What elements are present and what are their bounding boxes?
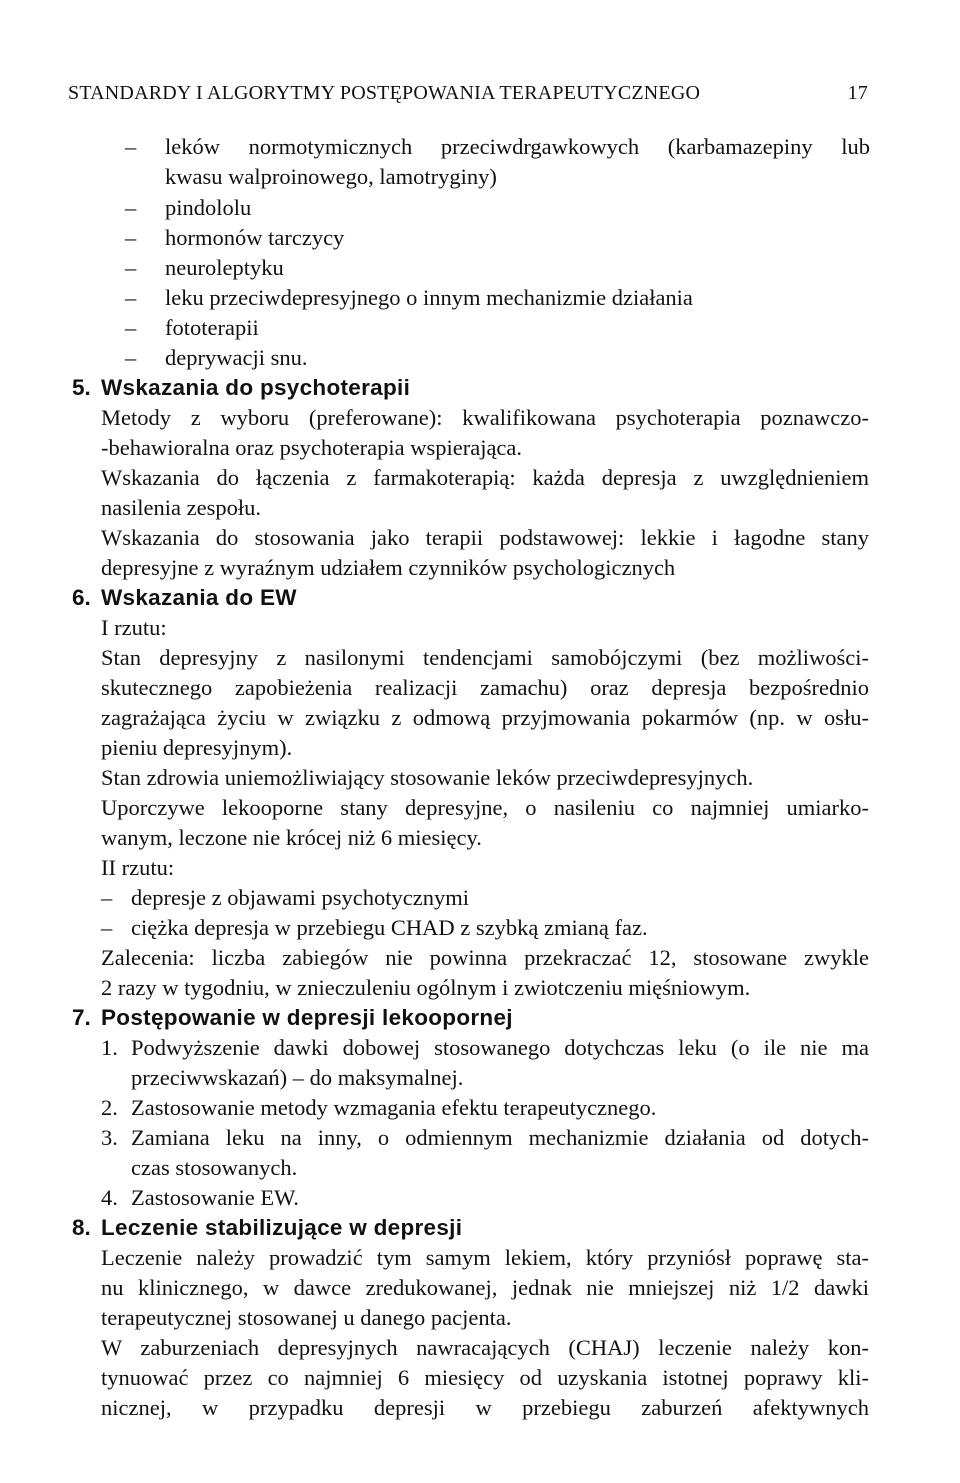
list-item: fototerapii xyxy=(165,315,259,340)
section-heading: Postępowanie w depresji lekoopornej xyxy=(101,1005,513,1030)
section-heading: Wskazania do EW xyxy=(101,585,297,610)
list-item: Zastosowanie metody wzmagania efektu terapeutycznego. xyxy=(131,1095,657,1120)
list-item: deprywacji snu. xyxy=(165,345,308,370)
body-line: Uporczywe lekooporne stany depresyjne, o nasileniu co najmniej umiarko- xyxy=(101,795,869,820)
body-line: nasilenia zespołu. xyxy=(101,495,261,520)
list-dash: – xyxy=(125,285,137,310)
item-number: 4. xyxy=(101,1185,118,1210)
running-header xyxy=(68,82,868,114)
list-dash: – xyxy=(125,195,137,220)
list-item: leku przeciwdepresyjnego o innym mechanizmie działania xyxy=(165,285,693,310)
header-title: STANDARDY I ALGORYTMY POSTĘPOWANIA TERAPEUTYCZNEGO xyxy=(68,82,701,104)
section-number: 6. xyxy=(72,585,91,610)
body-line: W zaburzeniach depresyjnych nawracających (CHAJ) leczenie należy kon- xyxy=(101,1335,869,1360)
body-line: nicznej, w przypadku depresji w przebiegu zaburzeń afektywnych xyxy=(101,1395,869,1420)
list-item-cont: czas stosowanych. xyxy=(131,1155,298,1180)
list-item: pindololu xyxy=(165,195,252,220)
list-item: Podwyższenie dawki dobowej stosowanego dotychczas leku (o ile nie ma xyxy=(131,1035,869,1060)
body-line: tynuować przez co najmniej 6 miesięcy od uzyskania istotnej poprawy kli- xyxy=(101,1365,869,1390)
list-dash: – xyxy=(125,345,137,370)
list-item: Zamiana leku na inny, o odmiennym mechanizmie działania od dotych- xyxy=(131,1125,869,1150)
body-line: -behawioralna oraz psychoterapia wspierająca. xyxy=(101,435,523,460)
list-item: neuroleptyku xyxy=(165,255,284,280)
list-item-cont: kwasu walproinowego, lamotryginy) xyxy=(165,164,497,189)
list-item: ciężka depresja w przebiegu CHAD z szybką zmianą faz. xyxy=(131,915,648,940)
list-item: leków normotymicznych przeciwdrgawkowych (karbamazepiny lub xyxy=(165,134,870,159)
item-number: 2. xyxy=(101,1095,118,1120)
list-dash: – xyxy=(125,315,137,340)
item-number: 3. xyxy=(101,1125,118,1150)
list-item: hormonów tarczycy xyxy=(165,225,345,250)
list-item-cont: przeciwwskazań) – do maksymalnej. xyxy=(131,1065,464,1090)
body-line: Zalecenia: liczba zabiegów nie powinna przekraczać 12, stosowane zwykle xyxy=(101,945,869,970)
body-line: zagrażająca życiu w związku z odmową przyjmowania pokarmów (np. w osłu- xyxy=(101,705,869,730)
body-line: Wskazania do łączenia z farmakoterapią: każda depresja z uwzględnieniem xyxy=(101,465,869,490)
body-line: Metody z wyboru (preferowane): kwalifikowana psychoterapia poznawczo- xyxy=(101,405,869,430)
body-line: terapeutycznej stosowanej u danego pacjenta. xyxy=(101,1305,512,1330)
body-line: Leczenie należy prowadzić tym samym lekiem, który przyniósł poprawę sta- xyxy=(101,1245,869,1270)
body-line: 2 razy w tygodniu, w znieczuleniu ogólnym i zwiotczeniu mięśniowym. xyxy=(101,975,751,1000)
body-line: Stan zdrowia uniemożliwiający stosowanie leków przeciwdepresyjnych. xyxy=(101,765,754,790)
body-line: wanym, leczone nie krócej niż 6 miesięcy. xyxy=(101,825,482,850)
list-dash: – xyxy=(125,255,137,280)
section-number: 7. xyxy=(72,1005,91,1030)
body-line: Wskazania do stosowania jako terapii podstawowej: lekkie i łagodne stany xyxy=(101,525,869,550)
list-item: Zastosowanie EW. xyxy=(131,1185,299,1210)
body-line: depresyjne z wyraźnym udziałem czynników psychologicznych xyxy=(101,555,676,580)
page-number: 17 xyxy=(847,82,868,104)
section-number: 8. xyxy=(72,1215,91,1240)
list-dash: – xyxy=(101,915,113,940)
section-number: 5. xyxy=(72,375,91,400)
body-line: nu klinicznego, w dawce zredukowanej, jednak nie mniejszej niż 1/2 dawki xyxy=(101,1275,869,1300)
subheading-label: II rzutu: xyxy=(101,855,175,880)
list-dash: – xyxy=(125,134,137,159)
list-item: depresje z objawami psychotycznymi xyxy=(131,885,470,910)
list-dash: – xyxy=(101,885,113,910)
body-line: skutecznego zapobieżenia realizacji zamachu) oraz depresja bezpośrednio xyxy=(101,675,869,700)
section-heading: Wskazania do psychoterapii xyxy=(101,375,411,400)
subheading-label: I rzutu: xyxy=(101,615,167,640)
list-dash: – xyxy=(125,225,137,250)
body-line: pieniu depresyjnym). xyxy=(101,735,293,760)
body-line: Stan depresyjny z nasilonymi tendencjami samobójczymi (bez możliwości- xyxy=(101,645,869,670)
section-heading: Leczenie stabilizujące w depresji xyxy=(101,1215,463,1240)
item-number: 1. xyxy=(101,1035,118,1060)
